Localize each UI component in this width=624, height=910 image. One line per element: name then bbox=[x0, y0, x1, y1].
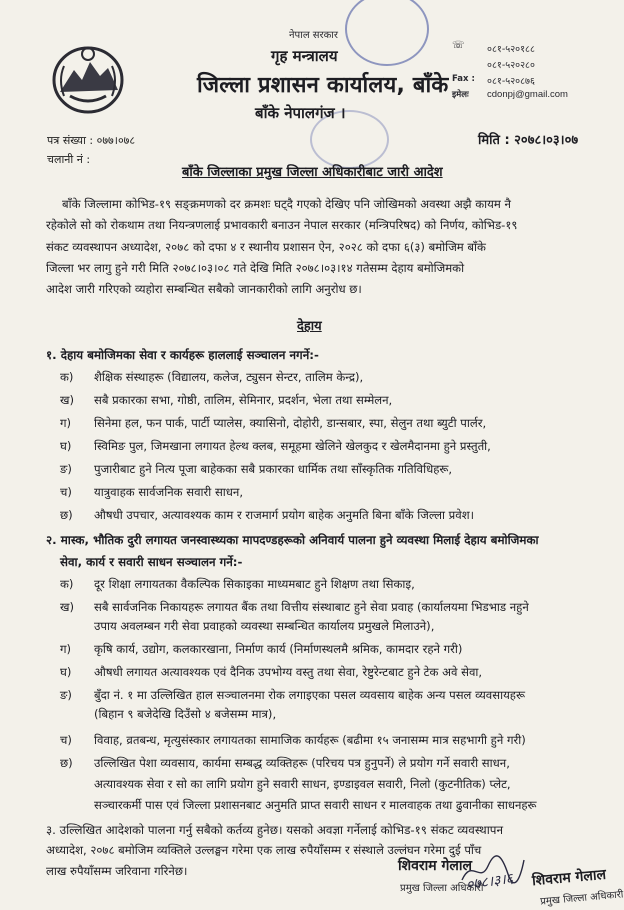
phone-2: ०८१-५२०२८० bbox=[487, 60, 535, 71]
list-item-mark: ख) bbox=[60, 600, 75, 614]
list-item-mark: ग) bbox=[60, 416, 72, 430]
list-item: उल्लिखित पेशा व्यवसाय, कार्यमा सम्बद्ध व्यक्तिहरू (परिचय पत्र हुनुपर्ने) ले प्रयोग गर्ने सवारी साधन, bbox=[94, 756, 510, 770]
section-1-title: १. देहाय बमोजिमका सेवा र कार्यहरू हाललाई सञ्चालन नगर्ने:- bbox=[46, 348, 319, 362]
list-item: सिनेमा हल, फन पार्क, पार्टी प्यालेस, क्यासिनो, दोहोरी, डान्सबार, स्पा, सेलुन तथा ब्युटी पार्लर, bbox=[94, 416, 487, 430]
fax-number: ०८१-५२०८७६ bbox=[487, 76, 535, 87]
reference-number: पत्र संख्या : ०७७।०७८ bbox=[47, 134, 136, 147]
phone-icon: ☏ bbox=[452, 40, 465, 51]
list-item: यात्रुवाहक सार्वजनिक सवारी साधन, bbox=[94, 485, 244, 499]
ministry-label: गृह मन्त्रालय bbox=[271, 47, 338, 65]
office-seal-stamp bbox=[345, 0, 429, 66]
list-item: शैक्षिक संस्थाहरू (विद्यालय, कलेज, ट्युसन सेन्टर, तालिम केन्द्र), bbox=[94, 370, 364, 384]
office-title: जिल्ला प्रशासन कार्यालय, बाँके bbox=[197, 73, 449, 98]
list-item: सबै सार्वजनिक निकायहरू लगायत बैंक तथा वित्तीय संस्थाबाट हुने सेवा प्रवाह (कार्यालयमा भिडभाड नहुने bbox=[94, 600, 529, 614]
list-item: स्विमिङ पुल, जिमखाना लगायत हेल्थ क्लब, समूहमा खेलिने खेलकुद र खेलमैदानमा हुने प्रस्तुती, bbox=[94, 439, 491, 453]
email-address: cdonpj@gmail.com bbox=[487, 89, 568, 100]
list-item-mark: ङ) bbox=[60, 462, 72, 476]
email-label: इमेलः bbox=[452, 90, 469, 100]
list-item: पुजारीबाट हुने नित्य पूजा बाहेकका सबै प्रकारका धार्मिक तथा साँस्कृतिक गतिविधिहरू, bbox=[94, 462, 453, 476]
list-item: दूर शिक्षा लगायतका वैकल्पिक सिकाइका माध्यमबाट हुने शिक्षण तथा सिकाइ, bbox=[94, 577, 415, 591]
list-item-mark: छ) bbox=[60, 756, 73, 770]
section-2-title-cont: सेवा, कार्य र सवारी साधन सञ्चालन गर्ने:- bbox=[60, 555, 243, 569]
list-item-cont: सञ्चारकर्मी पास एवं जिल्ला प्रशासनबाट अनुमति प्राप्त सवारी साधन र मालवाहक तथा ढुवानीका साधनहरू bbox=[94, 798, 537, 812]
list-item-cont: अत्यावश्यक सेवा र सो का लागि प्रयोग हुने सवारी साधन, इण्डाइवल सवारी, निलो (कुटनीतिक) प्लेट, bbox=[94, 777, 511, 791]
list-item-mark: च) bbox=[60, 485, 72, 499]
section-2-title: २. मास्क, भौतिक दुरी लगायत जनस्वास्थ्यका मापदण्डहरूको अनिवार्य पालना हुने व्यवस्था मिलाई देहाय बमोजिमका bbox=[46, 533, 539, 547]
subject-heading: बाँके जिल्लाका प्रमुख जिल्ला अधिकारीबाट जारी आदेश bbox=[182, 165, 443, 180]
list-item-mark: ङ) bbox=[60, 688, 72, 702]
dispatch-number: चलानी नं : bbox=[47, 153, 91, 166]
list-item-mark: च) bbox=[60, 733, 72, 747]
dehaya-heading: देहाय bbox=[297, 319, 322, 334]
handwritten-signature-date: ०७८।३।६ bbox=[465, 870, 514, 894]
section-3-line: लाख रुपैयाँसम्म जरिवाना गरिनेछ। bbox=[46, 864, 188, 878]
list-item-mark: ग) bbox=[60, 642, 72, 656]
intro-line: बाँके जिल्लामा कोभिड-१९ सङ्क्रमणको दर क्रमशः घट्दै गएको देखिए पनि जोखिमको अवस्था अझै कायम नै bbox=[62, 197, 511, 211]
list-item: बुँदा नं. १ मा उल्लिखित हाल सञ्चालनमा रोक लगाइएका पसल व्यवसाय बाहेक अन्य पसल व्यवसायहरू bbox=[94, 688, 525, 702]
phone-1: ०८१-५२०१८८ bbox=[487, 44, 535, 55]
signatory-stamp-name: शिवराम गेलाल bbox=[531, 866, 607, 890]
letter-date: मिति : २०७८।०३।०७ bbox=[478, 133, 579, 148]
list-item-cont: उपाय अवलम्बन गरी सेवा प्रवाहको व्यवस्था सम्बन्धित कार्यालय प्रमुखले मिलाउने), bbox=[94, 619, 435, 633]
section-3-line: ३. उल्लिखित आदेशको पालना गर्नु सबैको कर्तव्य हुनेछ। यसको अवज्ञा गर्नेलाई कोभिड-१९ संकट व्यवस्थापन bbox=[46, 823, 504, 837]
list-item-mark: क) bbox=[60, 370, 74, 384]
list-item-mark: घ) bbox=[60, 439, 72, 453]
list-item-mark: ख) bbox=[60, 393, 75, 407]
signatory-name: शिवराम गेलाल bbox=[398, 858, 473, 874]
office-location: बाँके नेपालगंज । bbox=[255, 104, 346, 122]
list-item: औषधी उपचार, अत्यावश्यक काम र राजमार्ग प्रयोग बाहेक अनुमति बिना बाँके जिल्ला प्रवेश। bbox=[94, 508, 474, 522]
list-item: औषधी लगायत अत्यावश्यक एवं दैनिक उपभोग्य वस्तु तथा सेवा, रेष्टुरेन्टबाट हुने टेक अवे सेवा, bbox=[94, 665, 483, 679]
signatory-stamp-post: प्रमुख जिल्ला अधिकारी bbox=[539, 889, 624, 908]
handwritten-signature-icon bbox=[458, 850, 528, 890]
list-item: सबै प्रकारका सभा, गोष्ठी, तालिम, सेमिनार, प्रदर्शन, भेला तथा सम्मेलन, bbox=[94, 393, 393, 407]
government-label: नेपाल सरकार bbox=[289, 30, 338, 41]
list-item-mark: क) bbox=[60, 577, 74, 591]
list-item-mark: छ) bbox=[60, 508, 73, 522]
nepal-emblem-icon bbox=[50, 40, 126, 116]
intro-line: रहेकोले सो को रोकथाम तथा नियन्त्रणलाई प्रभावकारी बनाउन नेपाल सरकार (मन्त्रिपरिषद) को निर्णय, कोभिड-१९ bbox=[46, 218, 518, 232]
list-item: कृषि कार्य, उद्योग, कलकारखाना, निर्माण कार्य (निर्माणस्थलमै श्रमिक, कामदार रहने गरी) bbox=[94, 642, 463, 656]
intro-line: आदेश जारी गरिएको व्यहोरा सम्बन्धित सबैको जानकारीको लागि अनुरोध छ। bbox=[46, 282, 362, 296]
list-item-mark: घ) bbox=[60, 665, 72, 679]
list-item: विवाह, व्रतबन्ध, मृत्युसंस्कार लगायतका सामाजिक कार्यहरू (बढीमा १५ जनासम्म मात्र सहभागी हुने गरी) bbox=[94, 733, 526, 747]
intro-line: संकट व्यवस्थापन अध्यादेश, २०७८ को दफा ४ र स्थानीय प्रशासन ऐन, २०२८ को दफा ६(३) बमोजिम बाँके bbox=[46, 240, 486, 254]
section-3-line: अध्यादेश, २०७८ बमोजिम व्यक्तिले उल्लङ्घन गरेमा एक लाख रुपैयाँसम्म र संस्थाले उल्लंघन गरेमा दुई पाँच bbox=[46, 843, 482, 857]
fax-label: Fax : bbox=[452, 74, 475, 84]
intro-line: जिल्ला भर लागु हुने गरी मिति २०७८।०३।०८ गते देखि मिति २०७८।०३।१४ गतेसम्म देहाय बमोजिमको bbox=[46, 261, 465, 275]
signatory-post: प्रमुख जिल्ला अधिकारी bbox=[400, 883, 484, 894]
list-item-cont: (बिहान ९ बजेदेखि दिउँसो ४ बजेसम्म मात्र), bbox=[94, 707, 277, 721]
